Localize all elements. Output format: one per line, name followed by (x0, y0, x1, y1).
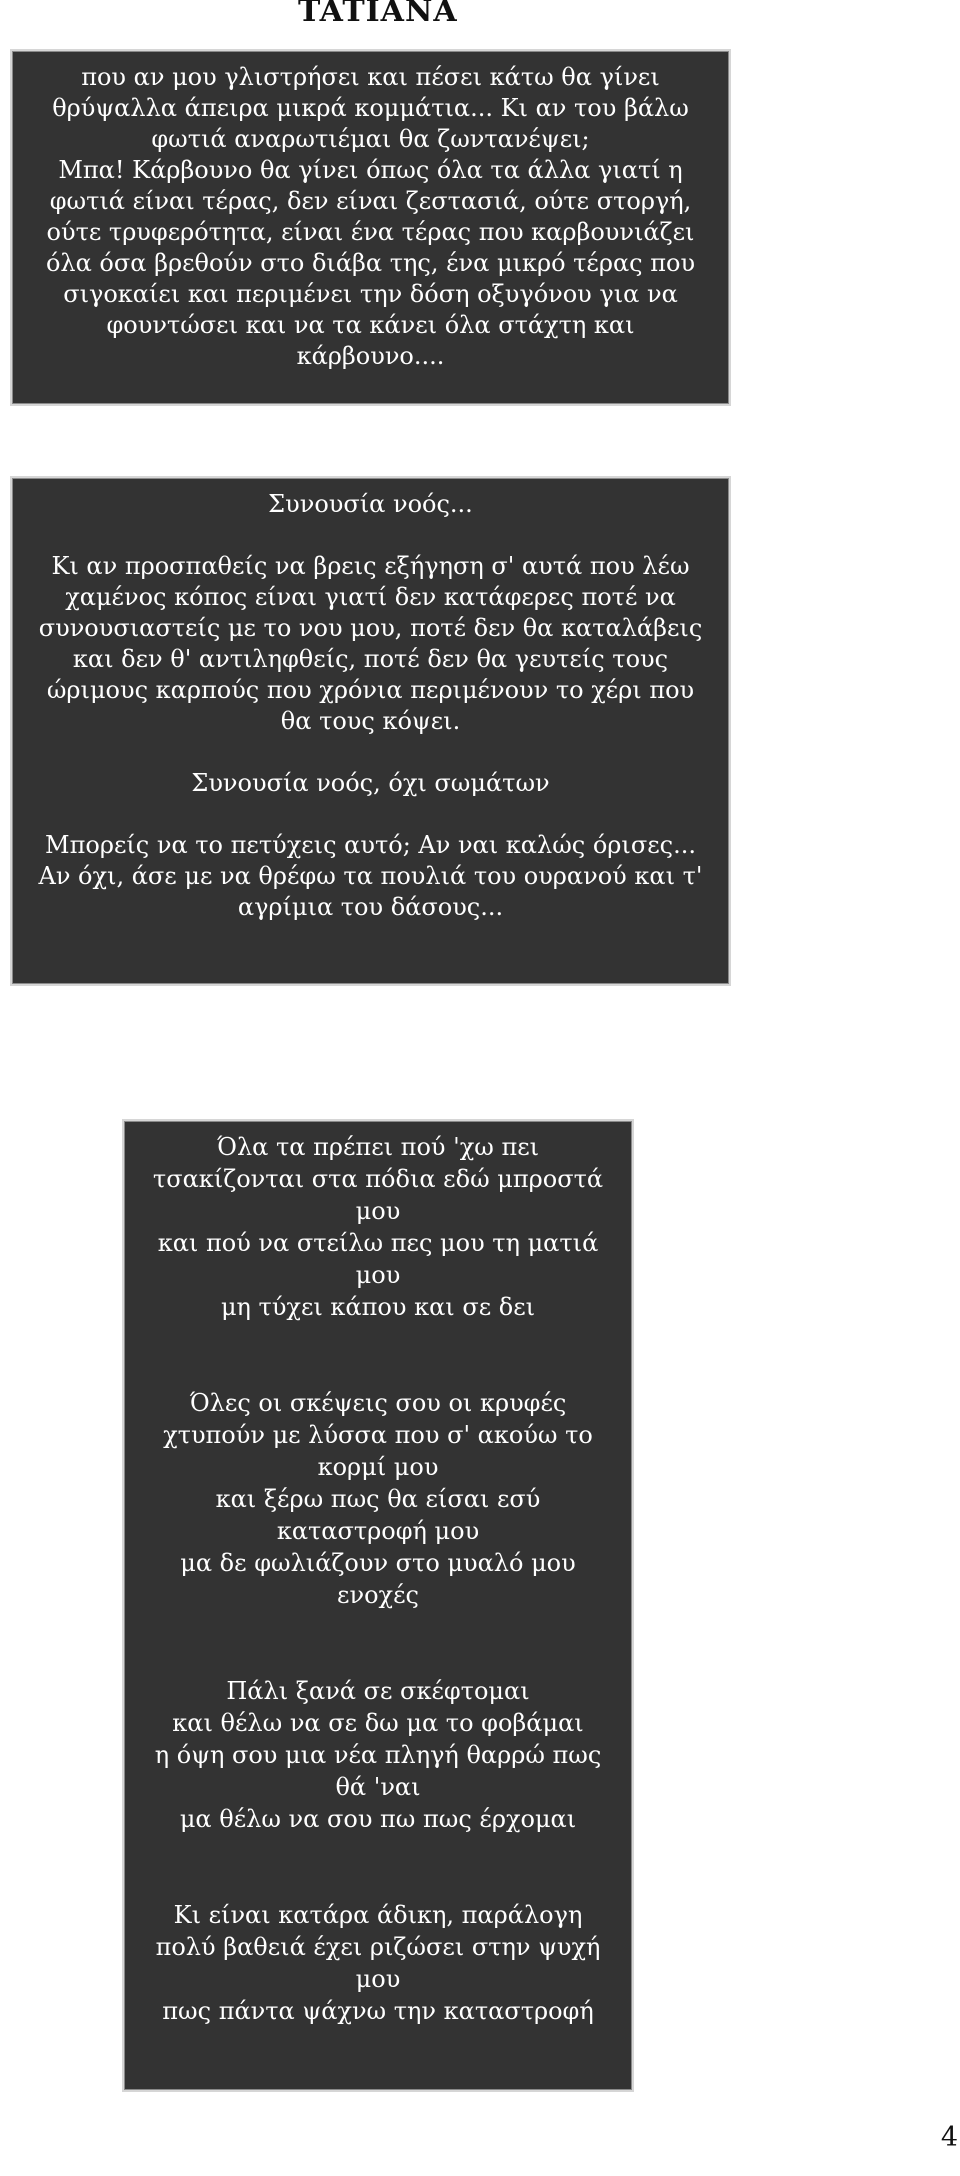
paragraph: Συνουσία νοός, όχι σωμάτων (191, 769, 550, 797)
block-heading: Συνουσία νοός... (268, 490, 473, 518)
poem-block (124, 1121, 632, 2090)
paragraph: που αν μου γλιστρήσει και πέσει κάτω θα γίνει θρύψαλλα άπειρα μικρά κομμάτια... Κι αν του βάλω φωτιά αναρωτιέμαι θα ζωντανέψει; Μπα! Κάρβουνο θα γίνει όπως όλα τα άλλα γιατί η φωτιά είναι τέρας, δεν είναι ζεστασιά, ούτε στοργή, ούτε τρυφερότητα, είναι ένα τέρας που καρβουνιάζει όλα όσα βρεθούν στο διάβα της, ένα μικρό τέρας που σιγοκαίει και περιμένει την δόση οξυγόνου για να φουντώσει και να τα κάνει όλα στάχτη και κάρβουνο.... (45, 63, 696, 370)
page-title: TATIANA (298, 0, 458, 29)
poem-stanza: Όλα τα πρέπει πού 'χω πει τσακίζονται στα πόδια εδώ μπροστά μου και πού να στείλω πες μου τη ματιά μου μη τύχει κάπου και σε δει (152, 1133, 604, 1321)
poem-stanza: Κι είναι κατάρα άδικη, παράλογη πολύ βαθειά έχει ριζώσει στην ψυχή μου πως πάντα ψάχνω την καταστροφή (155, 1901, 601, 2025)
poem-stanza: Πάλι ξανά σε σκέφτομαι και θέλω να σε δω μα το φοβάμαι η όψη σου μια νέα πληγή θαρρώ πως θά 'ναι μα θέλω να σου πω πως έρχομαι (154, 1677, 602, 1833)
poem-stanza: Όλες οι σκέψεις σου οι κρυφές χτυπούν με λύσσα που σ' ακούω το κορμί μου και ξέρω πως θα είσαι εσύ καταστροφή μου μα δε φωλιάζουν στο μυαλό μου ενοχές (163, 1389, 593, 1609)
paragraph: Μπορείς να το πετύχεις αυτό; Αν ναι καλώς όρισες... Αν όχι, άσε με να θρέφω τα πουλιά του ουρανού και τ' αγρίμια του δάσους... (38, 831, 703, 921)
prose-block-fire (12, 51, 729, 404)
paragraph: Κι αν προσπαθείς να βρεις εξήγηση σ' αυτά που λέω χαμένος κόπος είναι γιατί δεν κατάφερες ποτέ να συνουσιαστείς με το νου μου, ποτέ δεν θα καταλάβεις και δεν θ' αντιληφθείς, ποτέ δεν θα γευτείς τους ώριμους καρπούς που χρόνια περιμένουν το χέρι που θα τους κόψει. (38, 552, 703, 735)
page-number: 4 (940, 2122, 958, 2153)
prose-block-synousia (12, 478, 729, 984)
